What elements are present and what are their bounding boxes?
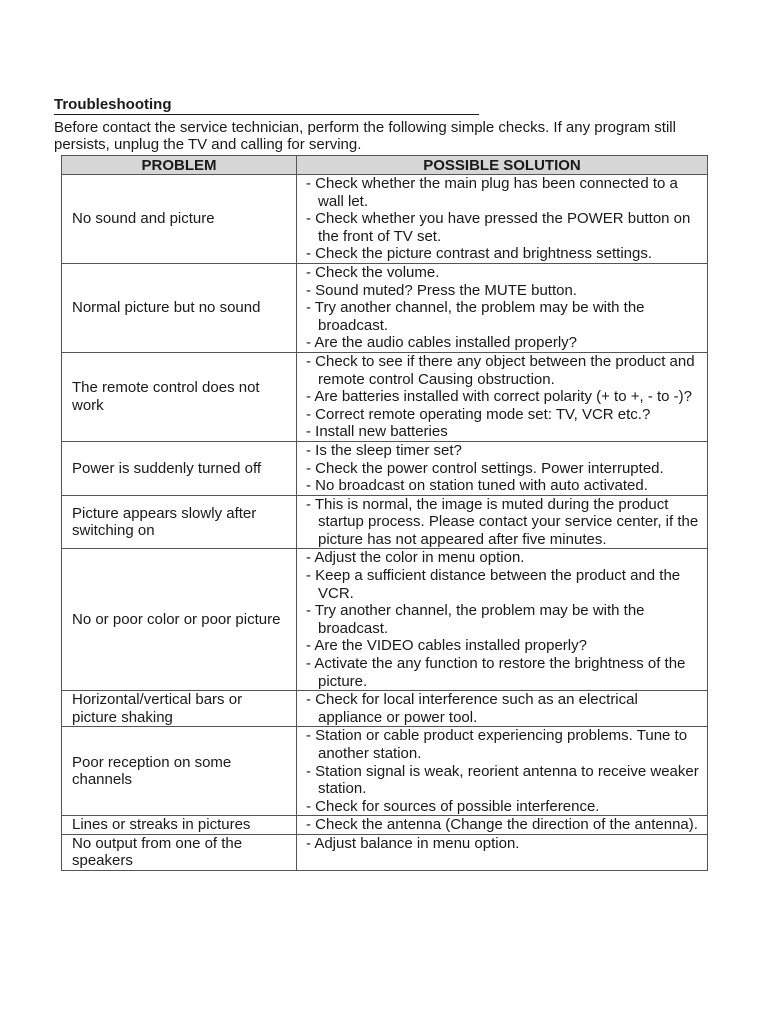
header-row [62,156,708,175]
problem-cell: No sound and picture [62,175,297,264]
table-row [62,816,708,835]
solution-item: - Check whether the main plug has been connected to a wall let. [306,175,678,210]
solution-item: - Station signal is weak, reorient antenna to receive weaker station. [306,762,699,798]
solution-item: - Are the VIDEO cables installed properly? [306,637,587,655]
table-row [62,834,708,870]
solution-cell [297,816,708,835]
solution-item: - Check to see if there any object between the product and remote control Causing obstruction. [306,352,695,388]
solution-cell [297,691,708,727]
problem-cell: Power is suddenly turned off [62,441,297,495]
troubleshooting-table [61,155,708,871]
solution-item: - Station or cable product experiencing problems. Tune to another station. [306,727,688,762]
solution-item: - Keep a sufficient distance between the product and the VCR. [306,567,681,602]
problem-cell: Poor reception on some channels [62,727,297,816]
solution-item: - Check the picture contrast and brightness settings. [306,245,653,263]
table-row [62,549,708,691]
solution-item: - Check for local interference such as an electrical appliance or power tool. [306,691,638,726]
solution-item: - Check the volume. [306,263,440,281]
solution-item: - This is normal, the image is muted during the product startup process. Please contact your service center, if the picture has not appeared after five minutes. [306,495,699,548]
solution-item: - No broadcast on station tuned with auto activated. [306,477,648,495]
intro-paragraph: Before contact the service technician, perform the following simple checks. If any program still persists, unplug the TV and calling for serving. [54,119,676,153]
solution-item: - Try another channel, the problem may be with the broadcast. [306,299,645,334]
table-row [62,727,708,816]
solution-item: - Adjust balance in menu option. [306,834,520,852]
solution-cell [297,352,708,441]
solution-item: - Activate the any function to restore the brightness of the picture. [306,655,686,690]
solution-item: - Are batteries installed with correct polarity (+ to +, - to -)? [306,388,692,406]
table-row [62,263,708,352]
solution-item: - Correct remote operating mode set: TV, VCR etc.? [306,405,651,423]
solution-item: - Are the audio cables installed properly? [306,334,577,352]
solution-item: - Check the power control settings. Power interrupted. [306,459,664,477]
problem-cell: Normal picture but no sound [62,263,297,352]
header-possible-solution: POSSIBLE SOLUTION [297,156,708,175]
table-header [62,156,708,175]
solution-item: - Install new batteries [306,423,448,441]
solution-cell [297,834,708,870]
solution-item: - Check whether you have pressed the POWER button on the front of TV set. [306,210,691,245]
problem-cell: Lines or streaks in pictures [62,816,297,835]
table-row [62,175,708,264]
problem-cell: Picture appears slowly after switching on [62,495,297,549]
table-row [62,441,708,495]
table-body [62,175,708,871]
solution-item: - Check for sources of possible interference. [306,797,600,815]
table-row [62,495,708,549]
problem-cell: Horizontal/vertical bars or picture shaking [62,691,297,727]
solution-item: - Try another channel, the problem may be with the broadcast. [306,602,645,637]
solution-item: - Is the sleep timer set? [306,441,462,459]
solution-cell [297,263,708,352]
solution-cell [297,549,708,691]
problem-cell: No or poor color or poor picture [62,549,297,691]
problem-cell: No output from one of the speakers [62,834,297,870]
table-row [62,352,708,441]
solution-cell [297,441,708,495]
solution-cell [297,175,708,264]
solution-cell [297,727,708,816]
page-title: Troubleshooting [54,96,479,115]
solution-cell [297,495,708,549]
solution-item: - Adjust the color in menu option. [306,549,525,567]
document-page [54,96,714,153]
header-problem: PROBLEM [62,156,297,175]
solution-item: - Check the antenna (Change the direction of the antenna). [306,816,698,834]
problem-cell: The remote control does not work [62,352,297,441]
table-row [62,691,708,727]
solution-item: - Sound muted? Press the MUTE button. [306,281,577,299]
